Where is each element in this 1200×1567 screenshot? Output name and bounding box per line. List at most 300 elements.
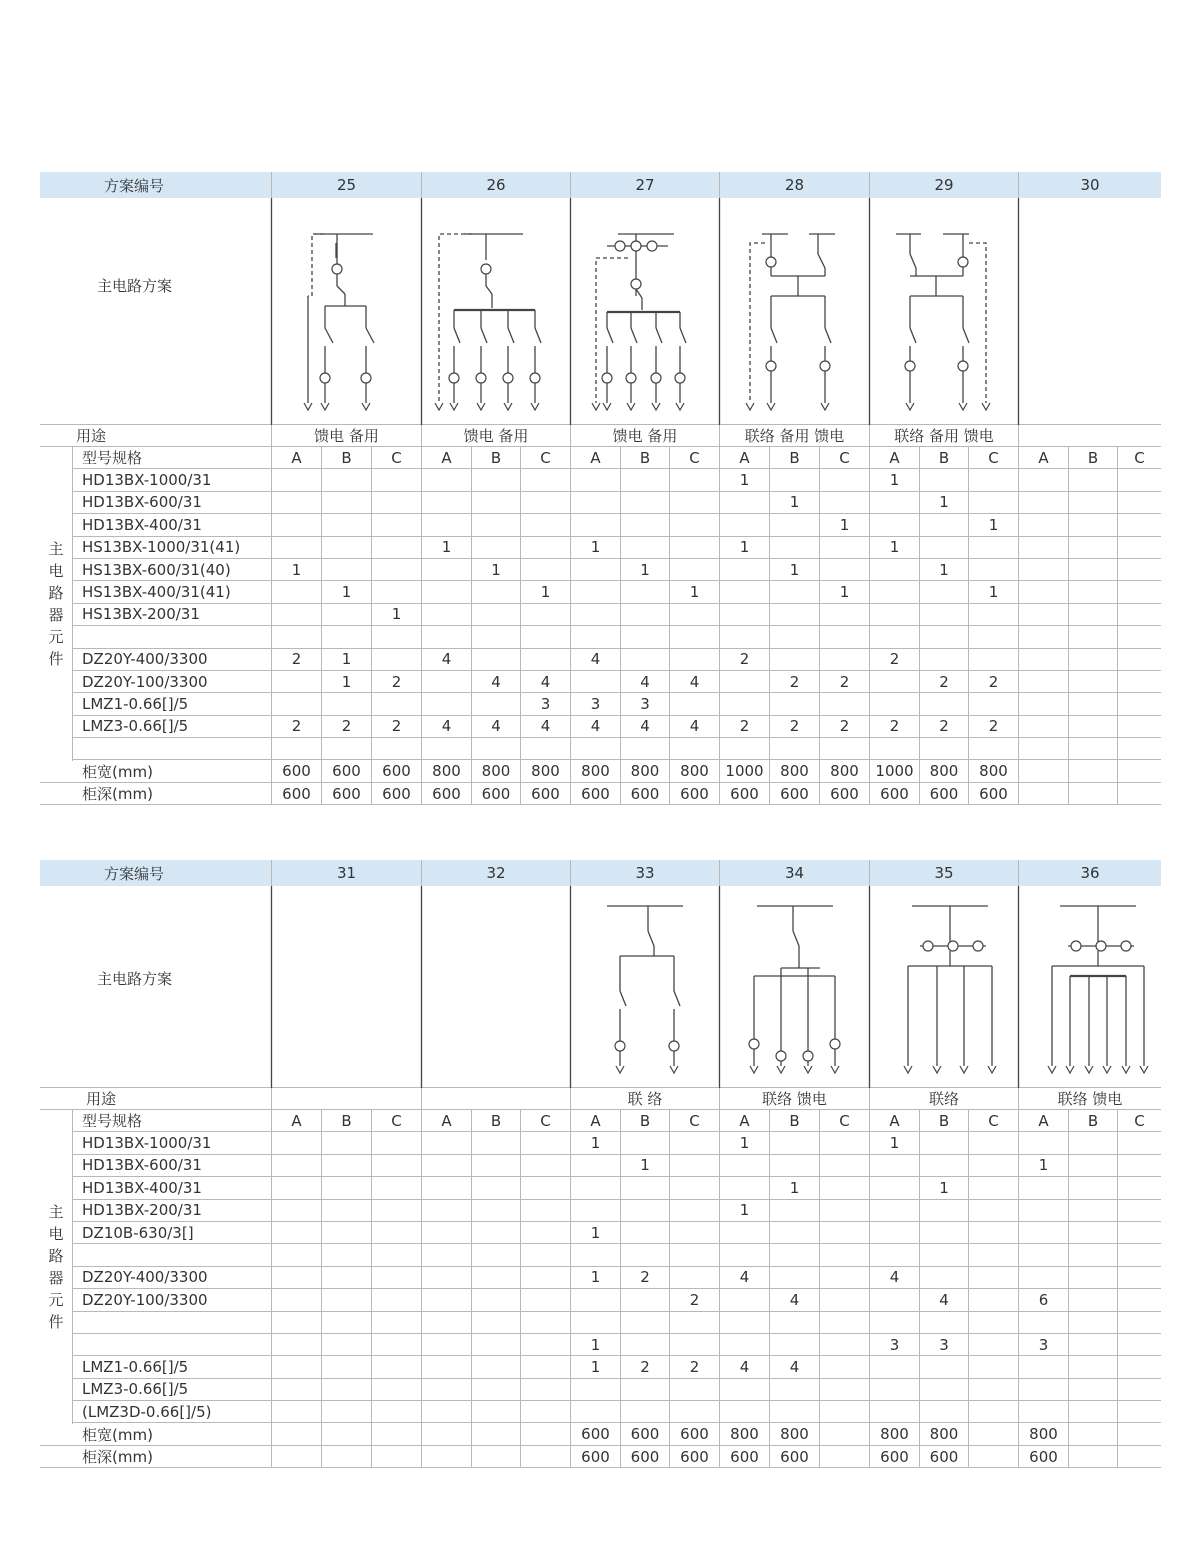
component-group-char: 主 bbox=[48, 539, 64, 558]
component-group-char: 路 bbox=[48, 1246, 64, 1265]
grid-cell bbox=[471, 1155, 520, 1176]
grid-cell: 600 bbox=[869, 1446, 919, 1467]
grid-cell: 600 bbox=[620, 1446, 669, 1467]
grid-cell: A bbox=[421, 447, 471, 468]
grid-cell bbox=[520, 626, 570, 647]
grid-cell bbox=[321, 1334, 371, 1355]
grid-cell bbox=[321, 1132, 371, 1153]
grid-cell bbox=[1068, 1155, 1117, 1176]
component-group-label bbox=[40, 447, 73, 761]
grid-cell: 1 bbox=[769, 1177, 819, 1198]
grid-cell bbox=[271, 604, 321, 625]
grid-cell: 2 bbox=[819, 716, 869, 737]
grid-cell: 1 bbox=[819, 581, 869, 602]
grid-cell bbox=[321, 1177, 371, 1198]
grid-cell: 3 bbox=[1018, 1334, 1068, 1355]
grid-cell bbox=[819, 492, 869, 513]
grid-cell bbox=[1068, 559, 1117, 580]
scheme-table-31-36 bbox=[40, 860, 1161, 1468]
grid-cell bbox=[919, 514, 968, 535]
grid-cell bbox=[371, 693, 421, 714]
grid-cell bbox=[271, 1289, 321, 1310]
component-row bbox=[73, 469, 1161, 491]
grid-cell: 1 bbox=[620, 1155, 669, 1176]
component-row bbox=[73, 604, 1161, 626]
grid-cell: B bbox=[321, 447, 371, 468]
row-label: DZ20Y-400/3300 bbox=[82, 1268, 208, 1287]
grid-cell bbox=[570, 1244, 620, 1265]
grid-cell: 1 bbox=[919, 559, 968, 580]
grid-cell bbox=[371, 537, 421, 558]
grid-cell bbox=[1117, 626, 1161, 647]
grid-cell bbox=[520, 649, 570, 670]
grid-cell bbox=[968, 1222, 1018, 1243]
grid-cell bbox=[321, 1200, 371, 1221]
grid-cell bbox=[271, 537, 321, 558]
grid-cell: B bbox=[471, 1110, 520, 1131]
grid-cell bbox=[421, 1132, 471, 1153]
grid-cell bbox=[669, 604, 719, 625]
grid-cell: C bbox=[1117, 447, 1161, 468]
grid-cell bbox=[1018, 626, 1068, 647]
row-label: 型号规格 bbox=[82, 449, 143, 468]
grid-cell bbox=[919, 1244, 968, 1265]
row-label: HS13BX-400/31(41) bbox=[82, 583, 231, 602]
component-row bbox=[73, 1334, 1161, 1356]
component-group-char: 电 bbox=[48, 561, 64, 580]
grid-cell bbox=[620, 514, 669, 535]
row-label: HD13BX-1000/31 bbox=[82, 471, 212, 490]
grid-cell bbox=[719, 514, 769, 535]
grid-cell bbox=[869, 1200, 919, 1221]
component-row bbox=[73, 1222, 1161, 1244]
grid-cell bbox=[1117, 1244, 1161, 1265]
row-label: DZ20Y-100/3300 bbox=[82, 1290, 208, 1309]
grid-cell bbox=[968, 1401, 1018, 1422]
grid-cell: C bbox=[371, 1110, 421, 1131]
grid-cell bbox=[570, 492, 620, 513]
component-row bbox=[73, 1155, 1161, 1177]
grid-cell: 1 bbox=[371, 604, 421, 625]
grid-cell: 600 bbox=[919, 1446, 968, 1467]
scheme-number: 25 bbox=[271, 172, 421, 198]
grid-cell: 1 bbox=[321, 581, 371, 602]
grid-cell bbox=[321, 738, 371, 759]
grid-cell bbox=[520, 1155, 570, 1176]
grid-cell bbox=[570, 1200, 620, 1221]
grid-cell bbox=[520, 1177, 570, 1198]
grid-cell bbox=[719, 1289, 769, 1310]
row-label: (LMZ3D-0.66[]/5) bbox=[82, 1402, 212, 1421]
component-row bbox=[73, 492, 1161, 514]
grid-cell bbox=[271, 1244, 321, 1265]
grid-cell bbox=[1068, 1222, 1117, 1243]
grid-cell bbox=[1068, 738, 1117, 759]
grid-cell bbox=[371, 514, 421, 535]
grid-cell bbox=[321, 492, 371, 513]
grid-cell bbox=[371, 1200, 421, 1221]
grid-cell: 2 bbox=[968, 716, 1018, 737]
grid-cell bbox=[421, 1334, 471, 1355]
grid-cell bbox=[968, 559, 1018, 580]
grid-cell: B bbox=[321, 1110, 371, 1131]
main-circuit-row bbox=[40, 886, 1161, 1088]
grid-cell bbox=[769, 469, 819, 490]
component-row bbox=[73, 1244, 1161, 1266]
grid-cell: B bbox=[919, 1110, 968, 1131]
grid-cell: 800 bbox=[620, 760, 669, 781]
grid-cell: 1 bbox=[769, 492, 819, 513]
usage-cell bbox=[271, 1088, 421, 1109]
grid-cell bbox=[371, 581, 421, 602]
grid-cell: 600 bbox=[620, 1423, 669, 1444]
component-group-char: 主 bbox=[48, 1202, 64, 1221]
grid-cell bbox=[719, 1155, 769, 1176]
grid-cell bbox=[1018, 738, 1068, 759]
grid-cell: 600 bbox=[819, 783, 869, 804]
grid-cell bbox=[421, 1312, 471, 1333]
grid-cell bbox=[869, 693, 919, 714]
grid-cell bbox=[1018, 1356, 1068, 1377]
row-label: 柜深(mm) bbox=[82, 1448, 153, 1467]
grid-cell: 600 bbox=[919, 783, 968, 804]
row-label: DZ10B-630/3[] bbox=[82, 1223, 194, 1242]
grid-cell bbox=[620, 1132, 669, 1153]
grid-cell: 4 bbox=[869, 1267, 919, 1288]
grid-cell: B bbox=[769, 447, 819, 468]
grid-cell bbox=[869, 1401, 919, 1422]
grid-cell bbox=[471, 1423, 520, 1444]
main-circuit-row bbox=[40, 198, 1161, 425]
grid-cell bbox=[819, 1155, 869, 1176]
model-header-row bbox=[73, 1110, 1161, 1132]
component-row bbox=[73, 649, 1161, 671]
grid-cell bbox=[968, 492, 1018, 513]
grid-cell bbox=[321, 1244, 371, 1265]
grid-cell bbox=[421, 1379, 471, 1400]
grid-cell bbox=[570, 604, 620, 625]
grid-cell bbox=[520, 1446, 570, 1467]
grid-cell bbox=[769, 1244, 819, 1265]
grid-cell bbox=[869, 1155, 919, 1176]
grid-cell bbox=[968, 693, 1018, 714]
grid-cell bbox=[719, 1334, 769, 1355]
scheme-number: 35 bbox=[869, 860, 1018, 886]
row-label: HS13BX-600/31(40) bbox=[82, 560, 231, 579]
circuit-diagram-34 bbox=[749, 906, 840, 1073]
grid-cell bbox=[719, 1379, 769, 1400]
grid-cell bbox=[1018, 760, 1068, 781]
grid-cell bbox=[471, 1200, 520, 1221]
grid-cell bbox=[719, 581, 769, 602]
grid-cell: A bbox=[1018, 447, 1068, 468]
grid-cell: 2 bbox=[869, 716, 919, 737]
grid-cell: C bbox=[968, 1110, 1018, 1131]
grid-cell bbox=[919, 738, 968, 759]
grid-cell bbox=[520, 492, 570, 513]
grid-cell bbox=[471, 1177, 520, 1198]
grid-cell: 800 bbox=[520, 760, 570, 781]
grid-cell bbox=[719, 1401, 769, 1422]
grid-cell bbox=[769, 1334, 819, 1355]
grid-cell bbox=[1018, 581, 1068, 602]
grid-cell: 2 bbox=[371, 671, 421, 692]
grid-cell: 600 bbox=[421, 783, 471, 804]
grid-cell bbox=[968, 1177, 1018, 1198]
grid-cell bbox=[471, 1289, 520, 1310]
grid-cell bbox=[570, 738, 620, 759]
grid-cell: 800 bbox=[819, 760, 869, 781]
grid-cell bbox=[968, 1267, 1018, 1288]
grid-cell bbox=[1018, 649, 1068, 670]
grid-cell bbox=[669, 1267, 719, 1288]
circuit-diagram-26 bbox=[435, 234, 541, 410]
grid-cell bbox=[520, 1222, 570, 1243]
component-row bbox=[73, 693, 1161, 715]
grid-cell bbox=[570, 1312, 620, 1333]
grid-cell: 1 bbox=[271, 559, 321, 580]
grid-cell bbox=[1068, 760, 1117, 781]
grid-cell: 1 bbox=[919, 1177, 968, 1198]
grid-cell bbox=[919, 1267, 968, 1288]
grid-cell bbox=[869, 1356, 919, 1377]
grid-cell bbox=[471, 1356, 520, 1377]
grid-cell: 600 bbox=[719, 783, 769, 804]
grid-cell: 3 bbox=[570, 693, 620, 714]
grid-cell bbox=[819, 1446, 869, 1467]
grid-cell: 800 bbox=[570, 760, 620, 781]
grid-cell bbox=[520, 1244, 570, 1265]
row-label: LMZ1-0.66[]/5 bbox=[82, 694, 189, 713]
grid-cell bbox=[719, 1222, 769, 1243]
usage-cell: 馈电 备用 bbox=[421, 425, 570, 446]
grid-cell bbox=[919, 693, 968, 714]
grid-cell: 2 bbox=[669, 1289, 719, 1310]
grid-cell bbox=[669, 1177, 719, 1198]
grid-cell bbox=[769, 1200, 819, 1221]
grid-cell: 2 bbox=[769, 671, 819, 692]
grid-cell bbox=[421, 604, 471, 625]
grid-cell: 800 bbox=[919, 1423, 968, 1444]
grid-cell bbox=[1117, 738, 1161, 759]
grid-cell: A bbox=[570, 1110, 620, 1131]
grid-cell bbox=[869, 1244, 919, 1265]
grid-cell: 800 bbox=[471, 760, 520, 781]
grid-cell bbox=[620, 604, 669, 625]
grid-cell bbox=[271, 469, 321, 490]
grid-cell bbox=[869, 604, 919, 625]
grid-cell bbox=[271, 1267, 321, 1288]
scheme-number: 27 bbox=[570, 172, 719, 198]
grid-cell bbox=[968, 1446, 1018, 1467]
grid-cell bbox=[1068, 1289, 1117, 1310]
circuit-diagram-28 bbox=[746, 234, 835, 410]
grid-cell bbox=[321, 514, 371, 535]
row-label: HS13BX-1000/31(41) bbox=[82, 538, 241, 557]
grid-cell bbox=[1117, 1423, 1161, 1444]
scheme-number: 29 bbox=[869, 172, 1018, 198]
grid-cell: 2 bbox=[819, 671, 869, 692]
grid-cell: 600 bbox=[769, 783, 819, 804]
grid-cell: 1 bbox=[570, 1334, 620, 1355]
grid-cell bbox=[819, 1312, 869, 1333]
grid-cell: 800 bbox=[769, 1423, 819, 1444]
grid-cell: 3 bbox=[919, 1334, 968, 1355]
grid-cell: 600 bbox=[321, 783, 371, 804]
usage-label: 用途 bbox=[76, 427, 107, 445]
grid-cell bbox=[968, 1334, 1018, 1355]
grid-cell bbox=[620, 469, 669, 490]
grid-cell bbox=[1068, 537, 1117, 558]
scheme-number: 36 bbox=[1018, 860, 1161, 886]
grid-cell bbox=[371, 1244, 421, 1265]
grid-cell bbox=[1068, 581, 1117, 602]
usage-cell: 联络 馈电 bbox=[719, 1088, 869, 1109]
grid-cell bbox=[1068, 783, 1117, 804]
grid-cell bbox=[371, 1423, 421, 1444]
grid-cell bbox=[271, 1379, 321, 1400]
grid-cell bbox=[819, 1132, 869, 1153]
scheme-number-row bbox=[40, 172, 1161, 198]
grid-cell bbox=[371, 626, 421, 647]
grid-cell bbox=[421, 492, 471, 513]
grid-cell: A bbox=[1018, 1110, 1068, 1131]
grid-cell: 1 bbox=[968, 581, 1018, 602]
grid-cell bbox=[271, 1222, 321, 1243]
grid-cell: 4 bbox=[570, 649, 620, 670]
grid-cell: 600 bbox=[471, 783, 520, 804]
grid-cell: 2 bbox=[869, 649, 919, 670]
grid-cell bbox=[520, 738, 570, 759]
usage-cell: 馈电 备用 bbox=[570, 425, 719, 446]
grid-cell bbox=[271, 1446, 321, 1467]
usage-cell bbox=[421, 1088, 570, 1109]
grid-cell: C bbox=[520, 1110, 570, 1131]
grid-cell bbox=[819, 626, 869, 647]
scheme-number: 26 bbox=[421, 172, 570, 198]
usage-cell: 联 络 bbox=[570, 1088, 719, 1109]
grid-cell bbox=[271, 1423, 321, 1444]
grid-cell bbox=[471, 581, 520, 602]
grid-cell bbox=[321, 1267, 371, 1288]
component-group-char: 器 bbox=[48, 605, 64, 624]
grid-cell bbox=[321, 1401, 371, 1422]
grid-cell bbox=[1117, 1267, 1161, 1288]
component-row bbox=[73, 671, 1161, 693]
row-label: 柜深(mm) bbox=[82, 785, 153, 804]
cabinet-depth-row bbox=[40, 783, 1161, 805]
grid-cell bbox=[919, 604, 968, 625]
grid-cell bbox=[819, 469, 869, 490]
grid-cell bbox=[819, 1423, 869, 1444]
grid-cell: 600 bbox=[968, 783, 1018, 804]
grid-cell bbox=[819, 559, 869, 580]
grid-cell: 1 bbox=[719, 1132, 769, 1153]
circuit-diagram-35 bbox=[904, 906, 996, 1073]
grid-cell bbox=[1068, 469, 1117, 490]
grid-cell bbox=[919, 537, 968, 558]
grid-cell: 800 bbox=[719, 1423, 769, 1444]
grid-cell bbox=[570, 1155, 620, 1176]
grid-cell bbox=[620, 1401, 669, 1422]
grid-cell bbox=[1117, 649, 1161, 670]
grid-cell bbox=[271, 626, 321, 647]
grid-cell bbox=[371, 1334, 421, 1355]
grid-cell: B bbox=[620, 447, 669, 468]
grid-cell bbox=[1018, 1267, 1068, 1288]
grid-cell: 800 bbox=[919, 760, 968, 781]
grid-cell bbox=[919, 1222, 968, 1243]
component-row bbox=[73, 1379, 1161, 1401]
grid-cell bbox=[520, 1334, 570, 1355]
grid-cell bbox=[421, 1200, 471, 1221]
grid-cell bbox=[1117, 1446, 1161, 1467]
grid-cell bbox=[968, 649, 1018, 670]
grid-cell bbox=[421, 1356, 471, 1377]
grid-cell bbox=[719, 559, 769, 580]
grid-cell bbox=[1117, 1356, 1161, 1377]
component-row bbox=[73, 1132, 1161, 1154]
grid-cell bbox=[1117, 1222, 1161, 1243]
grid-cell bbox=[620, 1334, 669, 1355]
grid-cell bbox=[869, 514, 919, 535]
grid-cell bbox=[1068, 1356, 1117, 1377]
grid-cell: 4 bbox=[919, 1289, 968, 1310]
grid-cell bbox=[669, 469, 719, 490]
grid-cell: B bbox=[471, 447, 520, 468]
grid-cell bbox=[570, 1177, 620, 1198]
grid-cell: C bbox=[968, 447, 1018, 468]
grid-cell bbox=[271, 514, 321, 535]
circuit-diagram-29 bbox=[896, 234, 990, 410]
grid-cell bbox=[669, 649, 719, 670]
grid-cell: 600 bbox=[371, 783, 421, 804]
grid-cell bbox=[819, 1177, 869, 1198]
grid-cell bbox=[1018, 1132, 1068, 1153]
cabinet-width-row bbox=[40, 760, 1161, 782]
grid-cell bbox=[669, 1244, 719, 1265]
grid-cell bbox=[869, 492, 919, 513]
grid-cell bbox=[669, 1401, 719, 1422]
grid-cell bbox=[669, 1379, 719, 1400]
component-group-char: 元 bbox=[48, 1290, 64, 1309]
grid-cell: 600 bbox=[669, 1423, 719, 1444]
grid-cell bbox=[869, 1379, 919, 1400]
grid-cell bbox=[321, 537, 371, 558]
cabinet-width-row bbox=[40, 1423, 1161, 1445]
grid-cell bbox=[1117, 671, 1161, 692]
grid-cell: 4 bbox=[620, 716, 669, 737]
grid-cell: 600 bbox=[570, 1423, 620, 1444]
usage-row bbox=[40, 1088, 1161, 1110]
grid-cell bbox=[421, 1244, 471, 1265]
usage-cell: 联络 bbox=[869, 1088, 1018, 1109]
grid-cell bbox=[570, 1401, 620, 1422]
grid-cell bbox=[919, 626, 968, 647]
grid-cell bbox=[321, 1312, 371, 1333]
grid-cell bbox=[570, 626, 620, 647]
grid-cell bbox=[968, 469, 1018, 490]
component-group-label bbox=[40, 1110, 73, 1424]
scheme-number: 32 bbox=[421, 860, 570, 886]
grid-cell bbox=[371, 649, 421, 670]
grid-cell: 2 bbox=[719, 716, 769, 737]
grid-cell bbox=[1117, 559, 1161, 580]
row-label: HD13BX-200/31 bbox=[82, 1201, 202, 1220]
grid-cell bbox=[1117, 693, 1161, 714]
grid-cell bbox=[570, 514, 620, 535]
grid-cell: 2 bbox=[271, 649, 321, 670]
